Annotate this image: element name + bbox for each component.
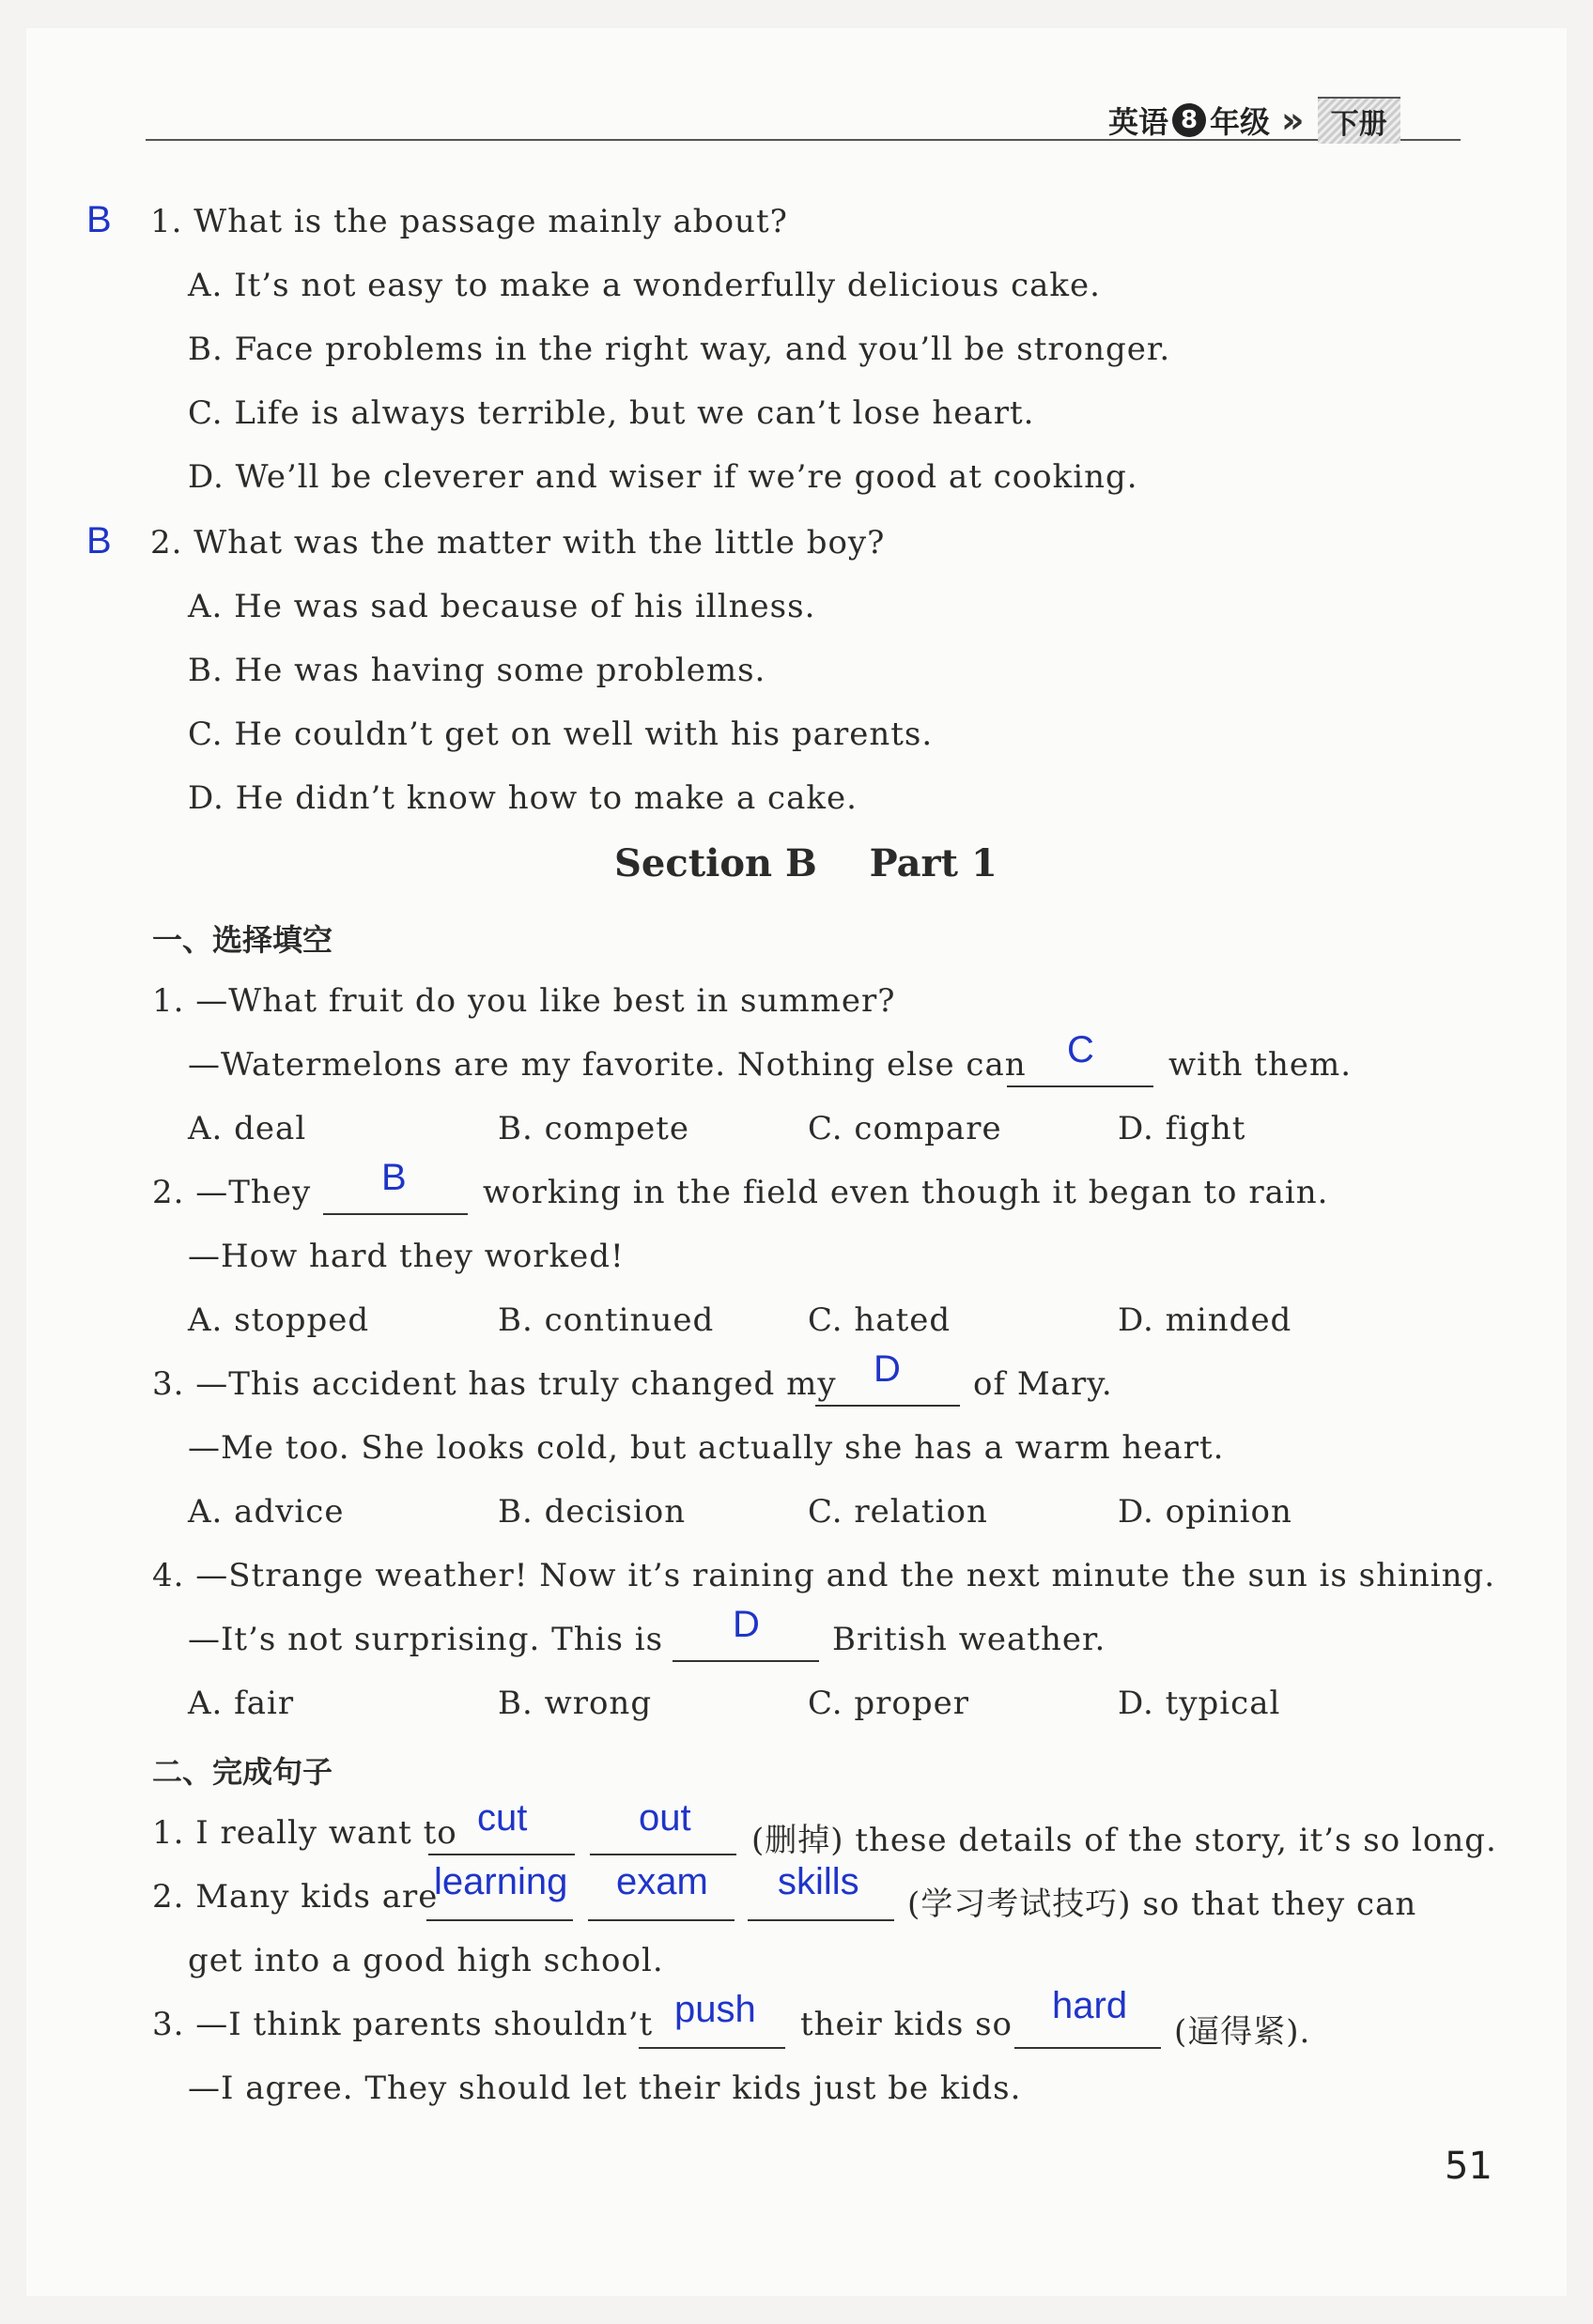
reading-q2-option-c: C. He couldn’t get on well with his parents. (188, 716, 934, 753)
section-title: Section B Part 1 (614, 841, 998, 885)
p1-q4-option-d: D. typical (1118, 1685, 1281, 1722)
p1-q4-option-a: A. fair (188, 1685, 295, 1722)
reading-q1-option-a: A. It’s not easy to make a wonderfully delicious cake. (188, 267, 1101, 304)
p1-q2-blank (323, 1213, 468, 1215)
p1-q3-answer: D (874, 1348, 901, 1390)
p1-q1-answer: C (1067, 1029, 1094, 1070)
p2-s3-post: (逼得紧). (1174, 2013, 1311, 2051)
p1-q4-line2b: British weather. (832, 1621, 1106, 1658)
p1-q2-line1b: working in the field even though it began to rain. (483, 1174, 1329, 1211)
reading-q1-option-c: C. Life is always terrible, but we can’t lose heart. (188, 394, 1035, 432)
p2-s2-post: (学习考试技巧) so that they can (907, 1885, 1417, 1923)
p1-q4-blank (673, 1660, 819, 1662)
reading-q1-option-b: B. Face problems in the right way, and you’ll be stronger. (188, 331, 1171, 368)
reading-q2-option-d: D. He didn’t know how to make a cake. (188, 779, 858, 817)
page-header (1108, 98, 1400, 143)
p1-q2-option-b: B. continued (498, 1301, 715, 1339)
p1-q1-option-b: B. compete (498, 1110, 690, 1147)
page-number: 51 (1445, 2145, 1492, 2188)
p2-s2-blank1 (426, 1919, 573, 1921)
p2-s2-answer3: skills (778, 1861, 859, 1902)
part2-heading: 二、完成句子 (152, 1754, 333, 1790)
header-book: 下册 (1318, 97, 1400, 144)
p1-q3-option-c: C. relation (808, 1493, 988, 1531)
p1-q3-option-a: A. advice (188, 1493, 345, 1531)
p2-s3-pre: 3. —I think parents shouldn’t (152, 2006, 654, 2043)
p1-q2-line1a: 2. —They (152, 1174, 312, 1211)
p1-q3-line1a: 3. —This accident has truly changed my (152, 1365, 837, 1403)
p1-q2-option-d: D. minded (1118, 1301, 1292, 1339)
part1-heading: 一、选择填空 (152, 922, 333, 958)
double-chevron-icon: » (1281, 100, 1295, 141)
grade-number-badge: 8 (1172, 103, 1206, 137)
p2-s1-answer2: out (639, 1797, 691, 1839)
reading-q2-option-b: B. He was having some problems. (188, 652, 766, 689)
p2-s3-answer1: push (674, 1989, 756, 2030)
p2-s1-blank1 (428, 1854, 575, 1855)
p1-q2-line2: —How hard they worked! (188, 1238, 625, 1275)
p1-q1-line1: 1. —What fruit do you like best in summer? (152, 982, 896, 1020)
p2-s3-mid: their kids so (800, 2006, 1013, 2043)
p2-s2-answer2: exam (616, 1861, 708, 1902)
p1-q1-line2a: —Watermelons are my favorite. Nothing else can (188, 1046, 1027, 1084)
p1-q1-option-a: A. deal (188, 1110, 307, 1147)
reading-q2-option-a: A. He was sad because of his illness. (188, 588, 816, 625)
p1-q1-blank (1007, 1085, 1153, 1087)
reading-q1-question: 1. What is the passage mainly about? (150, 203, 788, 240)
reading-q2-question: 2. What was the matter with the little boy? (150, 524, 886, 562)
p1-q3-option-d: D. opinion (1118, 1493, 1292, 1531)
p1-q4-option-c: C. proper (808, 1685, 970, 1722)
reading-q2-answer: B (86, 520, 112, 562)
p1-q3-option-b: B. decision (498, 1493, 687, 1531)
p1-q3-line2: —Me too. She looks cold, but actually she has a warm heart. (188, 1429, 1225, 1467)
p2-s1-pre: 1. I really want to (152, 1814, 457, 1852)
p2-s1-answer1: cut (477, 1797, 528, 1839)
header-subject: 英语 (1108, 104, 1169, 140)
p2-s3-blank1 (639, 2047, 785, 2049)
reading-q1-answer: B (86, 199, 112, 240)
p1-q4-answer: D (733, 1604, 760, 1645)
p1-q1-line2b: with them. (1168, 1046, 1353, 1084)
p2-s3-answer2: hard (1052, 1985, 1128, 2026)
p2-s1-post: (删掉) these details of the story, it’s so long. (751, 1822, 1497, 1859)
p1-q2-option-c: C. hated (808, 1301, 951, 1339)
p1-q4-option-b: B. wrong (498, 1685, 653, 1722)
p2-s3-blank2 (1014, 2047, 1161, 2049)
header-grade: 年级 (1210, 104, 1271, 140)
p1-q4-line2a: —It’s not surprising. This is (188, 1621, 664, 1658)
p2-s1-blank2 (590, 1854, 736, 1855)
p1-q3-blank (815, 1405, 960, 1407)
reading-q1-option-d: D. We’ll be cleverer and wiser if we’re good at cooking. (188, 458, 1138, 496)
p1-q1-option-c: C. compare (808, 1110, 1002, 1147)
p2-s2-answer1: learning (434, 1861, 568, 1902)
p1-q2-option-a: A. stopped (188, 1301, 370, 1339)
p1-q4-line1: 4. —Strange weather! Now it’s raining and the next minute the sun is shining. (152, 1557, 1496, 1594)
p2-s3-line2: —I agree. They should let their kids just be kids. (188, 2070, 1022, 2107)
p2-s2-line2: get into a good high school. (188, 1942, 664, 1979)
p1-q1-option-d: D. fight (1118, 1110, 1246, 1147)
p1-q3-line1b: of Mary. (973, 1365, 1113, 1403)
p1-q2-answer: B (381, 1157, 407, 1198)
p2-s2-blank3 (748, 1919, 894, 1921)
p2-s2-pre: 2. Many kids are (152, 1878, 439, 1916)
p2-s2-blank2 (588, 1919, 735, 1921)
